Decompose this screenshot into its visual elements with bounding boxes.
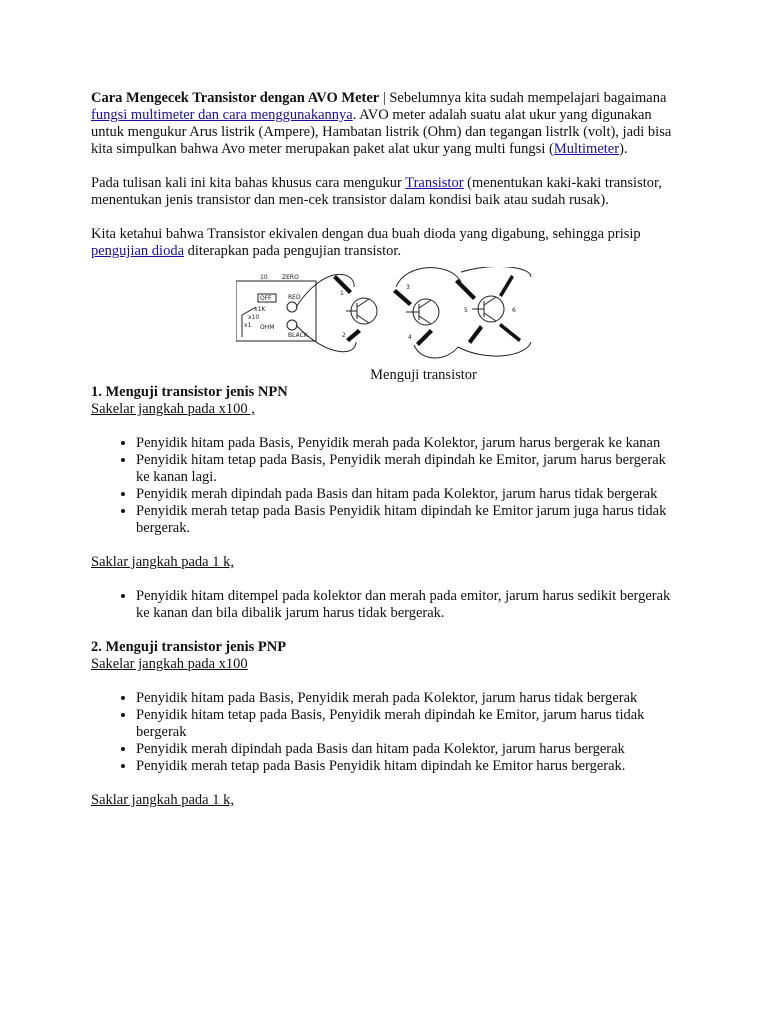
pnp-range-1k: Saklar jangkah pada 1 k, (91, 792, 234, 808)
svg-text:BLACK: BLACK (288, 332, 308, 339)
transistor-test-figure (91, 267, 676, 367)
svg-text:x10: x10 (248, 314, 260, 321)
article-body (91, 90, 676, 809)
link-transistor[interactable]: Transistor (405, 175, 464, 191)
probe-tips (333, 275, 521, 346)
svg-text:OHM: OHM (260, 324, 275, 331)
svg-text:5: 5 (464, 307, 468, 314)
pnp-steps-x100 (91, 690, 676, 775)
list-item: • Penyidik merah dipindah pada Basis dan hitam pada Kolektor, jarum harus bergerak (136, 741, 676, 758)
figure-caption: Menguji transistor (370, 367, 477, 383)
npn-steps-x100 (91, 435, 676, 537)
svg-text:RED: RED (288, 294, 301, 301)
list-item: • Penyidik hitam tetap pada Basis, Penyidik merah dipindah ke Emitor, jarum harus bergerak ke kanan lagi. (136, 452, 676, 486)
svg-text:OFF: OFF (260, 295, 272, 302)
npn-range-x100: Sakelar jangkah pada x100 , (91, 401, 255, 417)
svg-text:4: 4 (408, 334, 412, 341)
svg-text:2: 2 (342, 332, 346, 339)
article-title: Cara Mengecek Transistor dengan AVO Meter (91, 90, 380, 106)
paragraph-transistor: Pada tulisan kali ini kita bahas khusus cara mengukur Transistor (menentukan kaki-kaki transistor, menentukan jenis transistor dan men-cek transistor dalam kondisi baik atau sudah rusak). (91, 175, 662, 208)
list-item: • Penyidik hitam pada Basis, Penyidik merah pada Kolektor, jarum harus bergerak ke kanan (136, 435, 676, 452)
link-diode-testing[interactable]: pengujian dioda (91, 243, 185, 259)
svg-text:x1K: x1K (254, 306, 266, 313)
meter-black-socket (287, 320, 297, 330)
list-item: • Penyidik merah tetap pada Basis Penyidik hitam dipindah ke Emitor jarum juga harus tidak bergerak. (136, 503, 676, 537)
paragraph-diode: Kita ketahui bahwa Transistor ekivalen dengan dua buah dioda yang digabung, sehingga prisip pengujian dioda diterapkan pada pengujian transistor. (91, 226, 641, 259)
npn-range-1k: Saklar jangkah pada 1 k, (91, 554, 234, 570)
npn-steps-1k (91, 588, 676, 622)
svg-text:6: 6 (512, 307, 516, 314)
transistor-test-illustration (236, 267, 536, 362)
svg-text:10: 10 (260, 274, 268, 281)
link-multimeter[interactable]: Multimeter (553, 141, 620, 157)
meter-red-socket (287, 302, 297, 312)
list-item: • Penyidik hitam pada Basis, Penyidik merah pada Kolektor, jarum harus tidak bergerak (136, 690, 676, 707)
svg-text:ZERO: ZERO (282, 274, 299, 281)
pnp-range-x100: Sakelar jangkah pada x100 (91, 656, 248, 672)
svg-text:1: 1 (340, 290, 344, 297)
probe-wire-red (296, 274, 354, 307)
list-item: • Penyidik merah dipindah pada Basis dan hitam pada Kolektor, jarum harus tidak bergerak (136, 486, 676, 503)
intro-paragraph: Cara Mengecek Transistor dengan AVO Meter | Sebelumnya kita sudah mempelajari bagaimana fungsi multimeter dan cara menggunakannya. AVO meter adalah suatu alat ukur yang digunakan untuk mengukur Arus listrik (Ampere), Hambatan listrik (Ohm) dan tegangan listrlk (volt), jadi bisa kita simpulkan bahwa Avo meter merupakan paket alat ukur yang multi fungsi (Multimeter). (91, 90, 672, 157)
heading-pnp: 2. Menguji transistor jenis PNP (91, 639, 287, 655)
heading-npn: 1. Menguji transistor jenis NPN (91, 384, 288, 400)
link-multimeter-function[interactable]: fungsi multimeter dan cara menggunakannya (91, 107, 353, 123)
list-item: • Penyidik hitam tetap pada Basis, Penyidik merah dipindah ke Emitor, jarum harus tidak bergerak (136, 707, 676, 741)
svg-text:x1: x1 (244, 322, 252, 329)
svg-text:3: 3 (406, 284, 410, 291)
list-item: • Penyidik merah tetap pada Basis Penyidik hitam dipindah ke Emitor harus bergerak. (136, 758, 676, 775)
list-item: • Penyidik hitam ditempel pada kolektor dan merah pada emitor, jarum harus sedikit bergerak ke kanan dan bila dibalik jarum harus tidak bergerak. (136, 588, 676, 622)
